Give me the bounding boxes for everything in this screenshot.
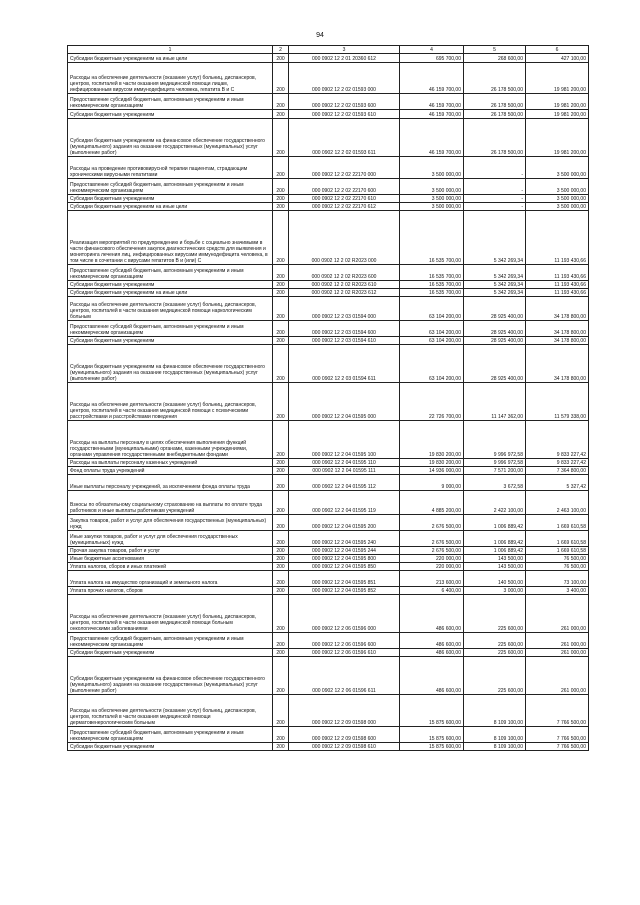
expense-name-cell: Субсидии бюджетным учреждениям на финансовое обеспечение государственного (муниципального) задания на оказание государственных (муниципальных) услуг (выполнение работ) [68,119,273,157]
table-row [68,297,589,321]
expense-name-cell: Субсидии бюджетным учреждениям на иные цели [68,54,273,63]
planned-amount-cell: 3 500 000,00 [400,157,464,179]
planned-amount-cell: 9 000,00 [400,475,464,491]
table-row [68,695,589,727]
planned-amount-cell: 19 830 200,00 [400,459,464,467]
planned-amount-cell: 63 104 200,00 [400,321,464,337]
executed-amount-cell: 8 109 100,00 [464,727,526,743]
budget-classification-code-cell: 000 0902 12 2 02 22170 000 [289,157,400,179]
column-header-6: 6 [526,46,589,54]
expense-name-cell: Уплата прочих налогов, сборов [68,587,273,595]
expense-name-cell: Предоставление субсидий бюджетным, автономным учреждениям и иным некоммерческим организациям [68,727,273,743]
planned-amount-cell: 16 535 700,00 [400,211,464,265]
planned-amount-cell: 220 000,00 [400,555,464,563]
column-header-3: 3 [289,46,400,54]
planned-amount-cell: 46 159 700,00 [400,94,464,110]
budget-classification-code-cell: 000 0902 12 2 02 22170 612 [289,203,400,211]
table-row [68,157,589,179]
budget-classification-code-cell: 000 0902 12 2 09 01598 000 [289,695,400,727]
executed-amount-cell: 1 006 889,42 [464,515,526,531]
budget-classification-code-cell: 000 0902 12 2 04 01595 000 [289,383,400,421]
column-header-1: 1 [68,46,273,54]
admin-code-cell: 200 [273,531,289,547]
executed-amount-cell: 7 571 200,00 [464,467,526,475]
planned-amount-cell: 16 535 700,00 [400,281,464,289]
budget-table [67,45,589,751]
executed-amount-cell: 9 996 972,58 [464,459,526,467]
budget-classification-code-cell: 000 0902 12 2 02 22170 610 [289,195,400,203]
remaining-amount-cell: 76 500,00 [526,555,589,563]
executed-amount-cell: 268 600,00 [464,54,526,63]
executed-amount-cell: 225 600,00 [464,595,526,633]
admin-code-cell: 200 [273,157,289,179]
table-row [68,383,589,421]
admin-code-cell: 200 [273,179,289,195]
table-row [68,203,589,211]
remaining-amount-cell: 19 981 200,00 [526,63,589,94]
executed-amount-cell: 2 422 100,00 [464,491,526,515]
table-row [68,211,589,265]
executed-amount-cell: 3 672,58 [464,475,526,491]
budget-classification-code-cell: 000 0902 12 2 02 R2023 000 [289,211,400,265]
budget-classification-code-cell: 000 0902 12 2 09 01598 600 [289,727,400,743]
budget-classification-code-cell: 000 0902 12 2 02 R2023 600 [289,265,400,281]
budget-classification-code-cell: 000 0902 12 2 06 01596 000 [289,595,400,633]
table-row [68,531,589,547]
budget-classification-code-cell: 000 0902 12 2 02 01593 600 [289,94,400,110]
remaining-amount-cell: 7 364 800,00 [526,467,589,475]
budget-classification-code-cell: 000 0902 12 2 02 01593 611 [289,119,400,157]
executed-amount-cell: 225 600,00 [464,633,526,649]
remaining-amount-cell: 3 500 000,00 [526,157,589,179]
table-row [68,633,589,649]
executed-amount-cell: - [464,157,526,179]
table-row [68,54,589,63]
admin-code-cell: 200 [273,421,289,459]
planned-amount-cell: 4 885 200,00 [400,491,464,515]
expense-name-cell: Субсидии бюджетным учреждениям [68,649,273,657]
admin-code-cell: 200 [273,657,289,695]
executed-amount-cell: 9 996 972,58 [464,421,526,459]
executed-amount-cell: 26 178 500,00 [464,110,526,119]
planned-amount-cell: 46 159 700,00 [400,63,464,94]
column-header-5: 5 [464,46,526,54]
executed-amount-cell: 11 147 362,00 [464,383,526,421]
remaining-amount-cell: 34 178 800,00 [526,345,589,383]
expense-name-cell: Фонд оплаты труда учреждений [68,467,273,475]
admin-code-cell: 200 [273,383,289,421]
expense-name-cell: Предоставление субсидий бюджетным, автономным учреждениям и иным некоммерческим организациям [68,265,273,281]
executed-amount-cell: 5 342 269,34 [464,265,526,281]
executed-amount-cell: 28 925 400,00 [464,297,526,321]
remaining-amount-cell: 9 833 227,42 [526,459,589,467]
budget-classification-code-cell: 000 0902 12 2 03 01594 610 [289,337,400,345]
budget-classification-code-cell: 000 0902 12 2 02 R2023 610 [289,281,400,289]
executed-amount-cell: 26 178 500,00 [464,94,526,110]
table-row [68,657,589,695]
remaining-amount-cell: 7 766 500,00 [526,695,589,727]
table-row [68,281,589,289]
remaining-amount-cell: 19 981 200,00 [526,119,589,157]
planned-amount-cell: 486 600,00 [400,595,464,633]
admin-code-cell: 200 [273,195,289,203]
executed-amount-cell: 5 342 269,34 [464,281,526,289]
expense-name-cell: Расходы на проведение противовирусной терапии пациентам, страдающим хроническими вирусными гепатитами [68,157,273,179]
page-number: 94 [316,32,324,39]
remaining-amount-cell: 19 981 200,00 [526,110,589,119]
expense-name-cell: Иные закупки товаров, работ и услуг для обеспечения государственных (муниципальных) нужд [68,531,273,547]
admin-code-cell: 200 [273,289,289,297]
budget-classification-code-cell: 000 0902 12 2 04 01595 119 [289,491,400,515]
executed-amount-cell: 26 178 500,00 [464,63,526,94]
planned-amount-cell: 15 875 600,00 [400,695,464,727]
planned-amount-cell: 63 104 200,00 [400,345,464,383]
planned-amount-cell: 16 535 700,00 [400,289,464,297]
admin-code-cell: 200 [273,54,289,63]
budget-classification-code-cell: 000 0902 12 2 06 01596 600 [289,633,400,649]
executed-amount-cell: 3 000,00 [464,587,526,595]
expense-name-cell: Иные бюджетные ассигнования [68,555,273,563]
admin-code-cell: 200 [273,547,289,555]
table-row [68,515,589,531]
remaining-amount-cell: 3 500 000,00 [526,203,589,211]
expense-name-cell: Расходы на обеспечение деятельности (оказание услуг) больниц, диспансеров, центров, госпиталей в части оказания медицинской помощи дерматовенерологическим больным [68,695,273,727]
table-row [68,571,589,587]
remaining-amount-cell: 11 193 430,66 [526,289,589,297]
admin-code-cell: 200 [273,743,289,751]
table-row [68,337,589,345]
executed-amount-cell: 1 006 889,42 [464,547,526,555]
remaining-amount-cell: 34 178 800,00 [526,337,589,345]
table-row [68,555,589,563]
expense-name-cell: Расходы на выплаты персоналу в целях обеспечения выполнения функций государственными (муниципальными) органами, казенными учреждениями, органами управления государственными внебюджетными фондами [68,421,273,459]
remaining-amount-cell: 427 100,00 [526,54,589,63]
admin-code-cell: 200 [273,491,289,515]
table-row [68,265,589,281]
admin-code-cell: 200 [273,345,289,383]
expense-name-cell: Субсидии бюджетным учреждениям на финансовое обеспечение государственного (муниципального) задания на оказание государственных (муниципальных) услуг (выполнение работ) [68,657,273,695]
budget-classification-code-cell: 000 0902 12 2 06 01596 610 [289,649,400,657]
budget-classification-code-cell: 000 0902 12 2 09 01598 610 [289,743,400,751]
admin-code-cell: 200 [273,321,289,337]
remaining-amount-cell: 3 500 000,00 [526,179,589,195]
remaining-amount-cell: 2 463 100,00 [526,491,589,515]
table-row [68,595,589,633]
executed-amount-cell: 225 600,00 [464,657,526,695]
planned-amount-cell: 46 159 700,00 [400,119,464,157]
budget-classification-code-cell: 000 0902 12 2 03 01594 611 [289,345,400,383]
budget-classification-code-cell: 000 0902 12 2 04 01595 850 [289,563,400,571]
remaining-amount-cell: 7 766 500,00 [526,727,589,743]
planned-amount-cell: 63 104 200,00 [400,337,464,345]
expense-name-cell: Субсидии бюджетным учреждениям [68,195,273,203]
admin-code-cell: 200 [273,695,289,727]
executed-amount-cell: 1 006 889,42 [464,531,526,547]
planned-amount-cell: 2 676 500,00 [400,531,464,547]
expense-name-cell: Субсидии бюджетным учреждениям [68,110,273,119]
expense-name-cell: Предоставление субсидий бюджетным, автономным учреждениям и иным некоммерческим организациям [68,94,273,110]
executed-amount-cell: - [464,195,526,203]
remaining-amount-cell: 1 669 610,58 [526,547,589,555]
expense-name-cell: Предоставление субсидий бюджетным, автономным учреждениям и иным некоммерческим организациям [68,633,273,649]
budget-classification-code-cell: 000 0902 12 2 04 01595 800 [289,555,400,563]
remaining-amount-cell: 5 327,42 [526,475,589,491]
admin-code-cell: 200 [273,459,289,467]
planned-amount-cell: 14 936 000,00 [400,467,464,475]
expense-name-cell: Расходы на обеспечение деятельности (оказание услуг) больниц, диспансеров, центров, госпиталей в части оказания медицинской помощи лицам, инфицированным вирусом иммунодефицита человека, гепатита В и С [68,63,273,94]
remaining-amount-cell: 34 178 800,00 [526,321,589,337]
table-row [68,459,589,467]
admin-code-cell: 200 [273,467,289,475]
planned-amount-cell: 63 104 200,00 [400,297,464,321]
table-row [68,110,589,119]
admin-code-cell: 200 [273,281,289,289]
table-row [68,547,589,555]
budget-classification-code-cell: 000 0902 12 2 04 01595 100 [289,421,400,459]
expense-name-cell: Взносы по обязательному социальному страхованию на выплаты по оплате труда работников и иные выплаты работникам учреждений [68,491,273,515]
budget-classification-code-cell: 000 0902 12 2 02 R2023 612 [289,289,400,297]
expense-name-cell: Реализация мероприятий по предупреждению и борьбе с социально значимыми в части финансового обеспечения закупок диагностических средств для выявления и мониторинга лечения лиц, инфицированных вирусами иммунодефицита человека, в том числе в сочетании с вирусами гепатитов В и (или) С [68,211,273,265]
executed-amount-cell: 28 925 400,00 [464,321,526,337]
budget-classification-code-cell: 000 0902 12 2 04 01595 110 [289,459,400,467]
admin-code-cell: 200 [273,595,289,633]
remaining-amount-cell: 1 669 610,58 [526,515,589,531]
executed-amount-cell: 140 500,00 [464,571,526,587]
admin-code-cell: 200 [273,265,289,281]
admin-code-cell: 200 [273,555,289,563]
remaining-amount-cell: 11 193 430,66 [526,211,589,265]
planned-amount-cell: 3 500 000,00 [400,203,464,211]
table-row [68,649,589,657]
executed-amount-cell: 225 600,00 [464,649,526,657]
planned-amount-cell: 6 400,00 [400,587,464,595]
executed-amount-cell: 28 925 400,00 [464,337,526,345]
admin-code-cell: 200 [273,211,289,265]
expense-name-cell: Расходы на выплаты персоналу казенных учреждений [68,459,273,467]
admin-code-cell: 200 [273,587,289,595]
budget-classification-code-cell: 000 0902 12 2 04 01595 240 [289,531,400,547]
planned-amount-cell: 486 600,00 [400,633,464,649]
budget-classification-code-cell: 000 0902 12 2 04 01595 852 [289,587,400,595]
admin-code-cell: 200 [273,563,289,571]
executed-amount-cell: 143 500,00 [464,563,526,571]
table-row [68,345,589,383]
executed-amount-cell: - [464,179,526,195]
executed-amount-cell: 8 109 100,00 [464,695,526,727]
remaining-amount-cell: 1 669 610,58 [526,531,589,547]
expense-name-cell: Расходы на обеспечение деятельности (оказание услуг) больниц, диспансеров, центров, госпиталей в части оказания медицинской помощи с психическими расстройствами и расстройствами поведения [68,383,273,421]
expense-name-cell: Иные выплаты персоналу учреждений, за исключением фонда оплаты труда [68,475,273,491]
planned-amount-cell: 22 726 700,00 [400,383,464,421]
expense-name-cell: Субсидии бюджетным учреждениям [68,743,273,751]
expense-name-cell: Субсидии бюджетным учреждениям на финансовое обеспечение государственного (муниципального) задания на оказание государственных (муниципальных) услуг (выполнение работ) [68,345,273,383]
expense-name-cell: Расходы на обеспечение деятельности (оказание услуг) больниц, диспансеров, центров, госпиталей в части оказания медицинской помощи больным онкологическими заболеваниями [68,595,273,633]
table-row [68,63,589,94]
budget-classification-code-cell: 000 0902 12 2 03 01594 600 [289,321,400,337]
table-row [68,743,589,751]
executed-amount-cell: 143 500,00 [464,555,526,563]
remaining-amount-cell: 3 400,00 [526,587,589,595]
column-header-4: 4 [400,46,464,54]
expense-name-cell: Субсидии бюджетным учреждениям [68,281,273,289]
budget-classification-code-cell: 000 0902 12 2 01 20360 612 [289,54,400,63]
table-row [68,421,589,459]
executed-amount-cell: - [464,203,526,211]
table-row [68,491,589,515]
planned-amount-cell: 19 830 200,00 [400,421,464,459]
admin-code-cell: 200 [273,297,289,321]
admin-code-cell: 200 [273,203,289,211]
planned-amount-cell: 486 600,00 [400,649,464,657]
budget-classification-code-cell: 000 0902 12 2 04 01595 851 [289,571,400,587]
planned-amount-cell: 213 600,00 [400,571,464,587]
remaining-amount-cell: 19 981 200,00 [526,94,589,110]
admin-code-cell: 200 [273,727,289,743]
expense-name-cell: Закупка товаров, работ и услуг для обеспечения государственных (муниципальных) нужд [68,515,273,531]
expense-name-cell: Субсидии бюджетным учреждениям [68,337,273,345]
budget-classification-code-cell: 000 0902 12 2 03 01594 000 [289,297,400,321]
table-body [68,54,589,751]
expense-name-cell: Предоставление субсидий бюджетным, автономным учреждениям и иным некоммерческим организациям [68,321,273,337]
remaining-amount-cell: 76 500,00 [526,563,589,571]
expense-name-cell: Уплата налогов, сборов и иных платежей [68,563,273,571]
table-row [68,179,589,195]
admin-code-cell: 200 [273,94,289,110]
expense-name-cell: Субсидии бюджетным учреждениям на иные цели [68,289,273,297]
budget-classification-code-cell: 000 0902 12 2 06 01596 611 [289,657,400,695]
executed-amount-cell: 8 109 100,00 [464,743,526,751]
remaining-amount-cell: 9 833 227,42 [526,421,589,459]
table-row [68,587,589,595]
executed-amount-cell: 5 342 269,34 [464,211,526,265]
planned-amount-cell: 3 500 000,00 [400,195,464,203]
admin-code-cell: 200 [273,649,289,657]
table-row [68,475,589,491]
remaining-amount-cell: 11 193 430,66 [526,281,589,289]
remaining-amount-cell: 7 766 500,00 [526,743,589,751]
planned-amount-cell: 15 875 600,00 [400,727,464,743]
admin-code-cell: 200 [273,475,289,491]
table-row [68,727,589,743]
planned-amount-cell: 15 875 600,00 [400,743,464,751]
planned-amount-cell: 46 159 700,00 [400,110,464,119]
planned-amount-cell: 220 000,00 [400,563,464,571]
admin-code-cell: 200 [273,63,289,94]
table-header-row [68,46,589,54]
remaining-amount-cell: 261 000,00 [526,657,589,695]
admin-code-cell: 200 [273,571,289,587]
table-row [68,321,589,337]
budget-classification-code-cell: 000 0902 12 2 04 01595 111 [289,467,400,475]
budget-classification-code-cell: 000 0902 12 2 04 01595 244 [289,547,400,555]
expense-name-cell: Субсидии бюджетным учреждениям на иные цели [68,203,273,211]
table-row [68,563,589,571]
table-row [68,119,589,157]
column-header-2: 2 [273,46,289,54]
expense-name-cell: Предоставление субсидий бюджетным, автономным учреждениям и иным некоммерческим организациям [68,179,273,195]
admin-code-cell: 200 [273,110,289,119]
planned-amount-cell: 16 535 700,00 [400,265,464,281]
budget-classification-code-cell: 000 0902 12 2 04 01595 200 [289,515,400,531]
admin-code-cell: 200 [273,515,289,531]
planned-amount-cell: 2 676 500,00 [400,515,464,531]
planned-amount-cell: 2 676 500,00 [400,547,464,555]
remaining-amount-cell: 11 193 430,66 [526,265,589,281]
remaining-amount-cell: 34 178 800,00 [526,297,589,321]
table-row [68,467,589,475]
planned-amount-cell: 486 600,00 [400,657,464,695]
remaining-amount-cell: 261 000,00 [526,595,589,633]
table-row [68,195,589,203]
admin-code-cell: 200 [273,337,289,345]
remaining-amount-cell: 3 500 000,00 [526,195,589,203]
executed-amount-cell: 26 178 500,00 [464,119,526,157]
remaining-amount-cell: 11 579 338,00 [526,383,589,421]
budget-classification-code-cell: 000 0902 12 2 04 01595 112 [289,475,400,491]
executed-amount-cell: 5 342 269,34 [464,289,526,297]
planned-amount-cell: 3 500 000,00 [400,179,464,195]
executed-amount-cell: 28 925 400,00 [464,345,526,383]
table-row [68,289,589,297]
admin-code-cell: 200 [273,633,289,649]
remaining-amount-cell: 73 100,00 [526,571,589,587]
planned-amount-cell: 695 700,00 [400,54,464,63]
table-row [68,94,589,110]
remaining-amount-cell: 261 000,00 [526,649,589,657]
remaining-amount-cell: 261 000,00 [526,633,589,649]
expense-name-cell: Уплата налога на имущество организаций и земельного налога [68,571,273,587]
budget-classification-code-cell: 000 0902 12 2 02 22170 600 [289,179,400,195]
budget-classification-code-cell: 000 0902 12 2 02 01593 000 [289,63,400,94]
admin-code-cell: 200 [273,119,289,157]
expense-name-cell: Прочая закупка товаров, работ и услуг [68,547,273,555]
budget-classification-code-cell: 000 0902 12 2 02 01593 610 [289,110,400,119]
expense-name-cell: Расходы на обеспечение деятельности (оказание услуг) больниц, диспансеров, центров, госпиталей в части оказания медицинской помощи наркологическим больным [68,297,273,321]
